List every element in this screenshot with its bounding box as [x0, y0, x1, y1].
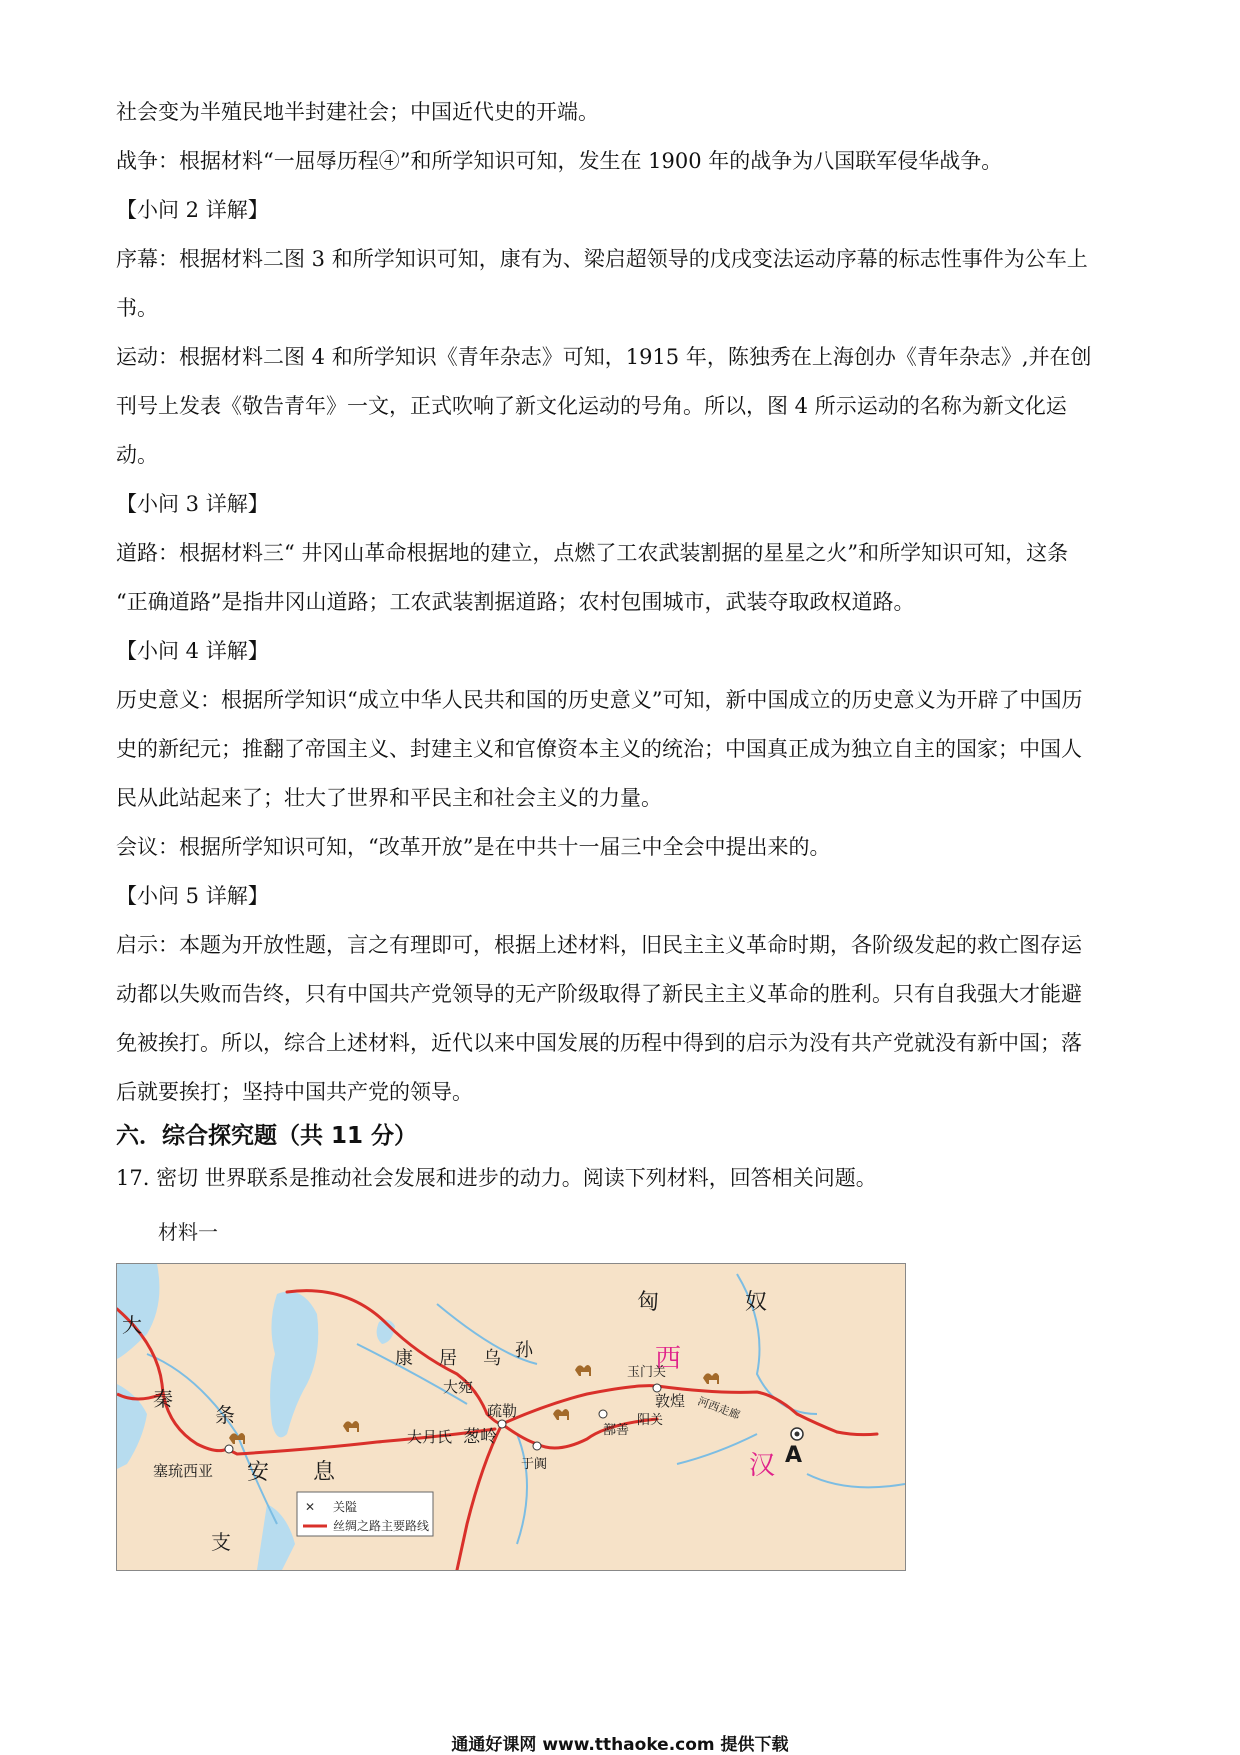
label-qin: 秦: [153, 1387, 173, 1411]
subquestion-4-heading: 【小问 4 详解】: [116, 639, 269, 663]
label-yangguan: 阳关: [637, 1413, 664, 1428]
legend-pass-label: 关隘: [333, 1500, 358, 1514]
city-dot-yutian: [533, 1442, 541, 1450]
label-anxi-1: 安: [247, 1460, 270, 1485]
label-tiao: 条: [215, 1403, 235, 1427]
label-dayuezhi: 大月氏: [407, 1428, 453, 1446]
section-title: 六．综合探究题（共 11 分）: [116, 1123, 418, 1149]
subquestion-3-heading: 【小问 3 详解】: [116, 492, 269, 516]
label-xi: 西: [655, 1344, 682, 1374]
question-17: 17. 密切 世界联系是推动社会发展和进步的动力。阅读下列材料，回答相关问题。: [116, 1166, 877, 1190]
label-A: A: [785, 1443, 803, 1468]
paragraph-road-1: 道路：根据材料三“ 井冈山革命根据地的建立，点燃了工农武装割据的星星之火”和所学知识可知，这条: [116, 541, 1069, 565]
paragraph-movement-1: 运动：根据材料二图 4 和所学知识《青年杂志》可知，1915 年，陈独秀在上海创办《青年杂志》,并在创: [116, 345, 1092, 369]
label-xiongnu-2: 奴: [745, 1290, 768, 1315]
subquestion-2-heading: 【小问 2 详解】: [116, 198, 269, 222]
label-zhi: 支: [211, 1530, 231, 1554]
label-seleucia: 塞琉西亚: [153, 1462, 214, 1480]
city-dot-shule: [498, 1420, 506, 1428]
label-xiongnu-1: 匈: [637, 1290, 660, 1315]
capital-marker-inner: [795, 1432, 800, 1437]
city-dot-seleucia: [225, 1445, 233, 1453]
paragraph-insight-3: 免被挨打。所以，综合上述材料，近代以来中国发展的历程中得到的启示为没有共产党就没有新中国；落: [116, 1031, 1082, 1055]
paragraph-insight-2: 动都以失败而告终，只有中国共产党领导的无产阶级取得了新民主主义革命的胜利。只有自我强大才能避: [116, 982, 1082, 1006]
paragraph-1: 社会变为半殖民地半封建社会；中国近代史的开端。: [116, 100, 599, 124]
legend-route-label: 丝绸之路主要路线: [333, 1519, 430, 1533]
label-yutian: 于阗: [521, 1457, 548, 1472]
paragraph-significance-1: 历史意义：根据所学知识“成立中华人民共和国的历史意义”可知，新中国成立的历史意义为开辟了中国历: [116, 688, 1083, 712]
paragraph-movement-3: 动。: [116, 443, 158, 467]
paragraph-prelude-2: 书。: [116, 296, 158, 320]
label-da: 大: [122, 1313, 142, 1337]
label-kang: 康: [395, 1348, 413, 1369]
label-anxi-2: 息: [313, 1460, 336, 1485]
paragraph-significance-2: 史的新纪元；推翻了帝国主义、封建主义和官僚资本主义的统治；中国真正成为独立自主的国家；中国人: [116, 737, 1082, 761]
subquestion-5-heading: 【小问 5 详解】: [116, 884, 269, 908]
paragraph-war: 战争：根据材料“一屈辱历程④”和所学知识可知，发生在 1900 年的战争为八国联军侵华战争。: [116, 149, 1003, 173]
paragraph-insight-1: 启示：本题为开放性题，言之有理即可，根据上述材料，旧民主主义革命时期，各阶级发起的救亡图存运: [116, 933, 1082, 957]
label-congling: 葱岭: [463, 1427, 497, 1447]
label-wusun-1: 乌: [483, 1348, 501, 1369]
silk-road-map: [116, 1263, 906, 1571]
page-footer: 通通好课网 www.tthaoke.com 提供下载: [451, 1735, 789, 1755]
label-wusun-2: 孙: [515, 1340, 533, 1361]
label-ju: 居: [439, 1348, 457, 1369]
label-dunhuang: 敦煌: [655, 1392, 686, 1410]
label-hexi: 河西走廊: [695, 1394, 742, 1422]
paragraph-road-2: “正确道路”是指井冈山道路；工农武装割据道路；农村包围城市，武装夺取政权道路。: [116, 590, 915, 614]
paragraph-significance-3: 民从此站起来了；壮大了世界和平民主和社会主义的力量。: [116, 786, 662, 810]
paragraph-insight-4: 后就要挨打；坚持中国共产党的领导。: [116, 1080, 473, 1104]
paragraph-movement-2: 刊号上发表《敬告青年》一文，正式吹响了新文化运动的号角。所以，图 4 所示运动的名称为新文化运: [116, 394, 1067, 418]
label-dayuan: 大宛: [443, 1378, 474, 1396]
map-legend: [297, 1492, 433, 1536]
legend-pass-symbol: ✕: [305, 1500, 316, 1514]
material-label: 材料一: [158, 1220, 218, 1244]
paragraph-meeting: 会议：根据所学知识可知，“改革开放”是在中共十一届三中全会中提出来的。: [116, 835, 831, 859]
city-dot-dunhuang: [653, 1384, 661, 1392]
label-shule: 疏勒: [487, 1402, 518, 1420]
paragraph-prelude-1: 序幕：根据材料二图 3 和所学知识可知，康有为、梁启超领导的戊戌变法运动序幕的标志性事件为公车上: [116, 247, 1088, 271]
city-dot-shanshan: [599, 1410, 607, 1418]
label-shanshan: 鄯善: [603, 1423, 630, 1438]
label-yumenguan: 玉门关: [627, 1365, 667, 1380]
label-han: 汉: [749, 1451, 776, 1481]
document-body: [116, 100, 1126, 1269]
